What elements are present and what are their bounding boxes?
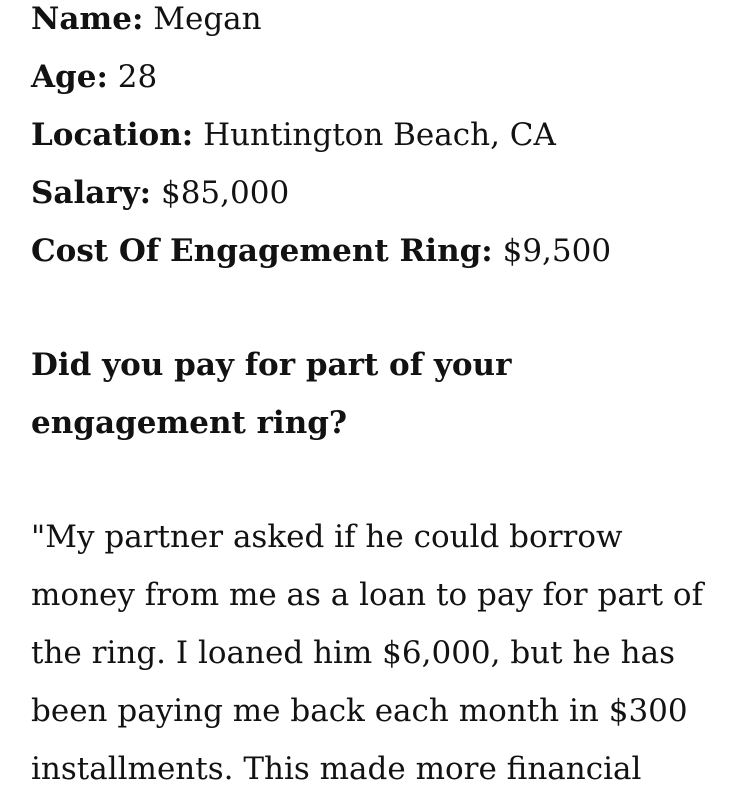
profile-facts [31, 0, 731, 280]
fact-ring-cost [31, 222, 731, 280]
fact-value: 28 [117, 59, 158, 95]
answer-paragraph: "My partner asked if he could borrow money from me as a loan to pay for part of the ring. I loaned him $6,000, but he has been paying me back each month in $300 installments. This made more financial [31, 519, 704, 787]
fact-value: Huntington Beach, CA [203, 117, 556, 153]
fact-salary [31, 164, 731, 222]
fact-label: Cost Of Engagement Ring: [31, 233, 493, 269]
fact-age [31, 48, 731, 106]
fact-value: Megan [153, 1, 262, 37]
fact-location [31, 106, 731, 164]
fact-value: $9,500 [502, 233, 612, 269]
fact-label: Age: [31, 59, 108, 95]
fact-value: $85,000 [160, 175, 290, 211]
fact-name [31, 0, 731, 48]
article-body [31, 0, 731, 798]
question-heading: Did you pay for part of your engagement ring? [31, 347, 512, 441]
fact-label: Location: [31, 117, 194, 153]
fact-label: Salary: [31, 175, 152, 211]
fact-label: Name: [31, 1, 144, 37]
